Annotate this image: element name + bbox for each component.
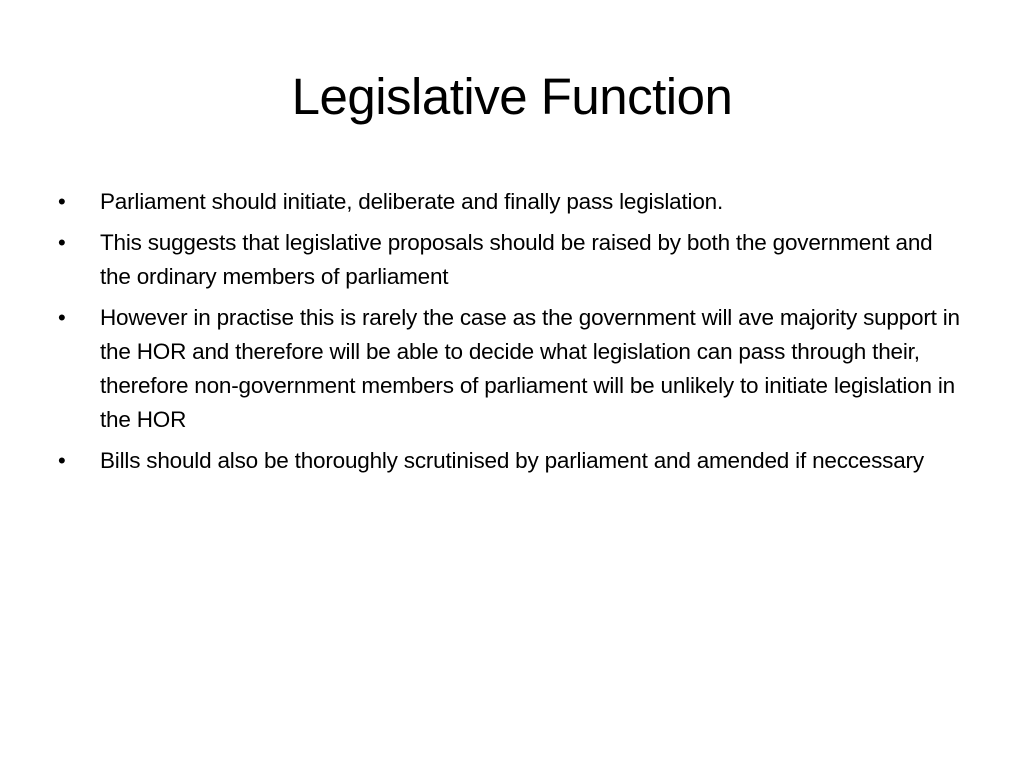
bullet-dot-icon: • bbox=[58, 448, 66, 473]
bullet-list bbox=[58, 185, 968, 485]
bullet-item bbox=[58, 185, 968, 219]
bullet-text: However in practise this is rarely the case as the government will ave majority support in the HOR and therefore will be able to decide what legislation can pass through their, therefore non-government members of parliament will be unlikely to initiate legislation in the HOR bbox=[100, 305, 960, 432]
bullet-dot-icon: • bbox=[58, 305, 66, 330]
slide-title: Legislative Function bbox=[291, 68, 733, 125]
bullet-dot-icon: • bbox=[58, 189, 66, 214]
bullet-text: Bills should also be thoroughly scrutinised by parliament and amended if neccessary bbox=[100, 448, 924, 473]
bullet-text: This suggests that legislative proposals should be raised by both the government and the ordinary members of parliament bbox=[100, 230, 933, 289]
bullet-item bbox=[58, 301, 968, 437]
bullet-text: Parliament should initiate, deliberate and finally pass legislation. bbox=[100, 189, 724, 214]
bullet-item bbox=[58, 444, 968, 478]
bullet-item bbox=[58, 226, 968, 294]
bullet-dot-icon: • bbox=[58, 230, 66, 255]
